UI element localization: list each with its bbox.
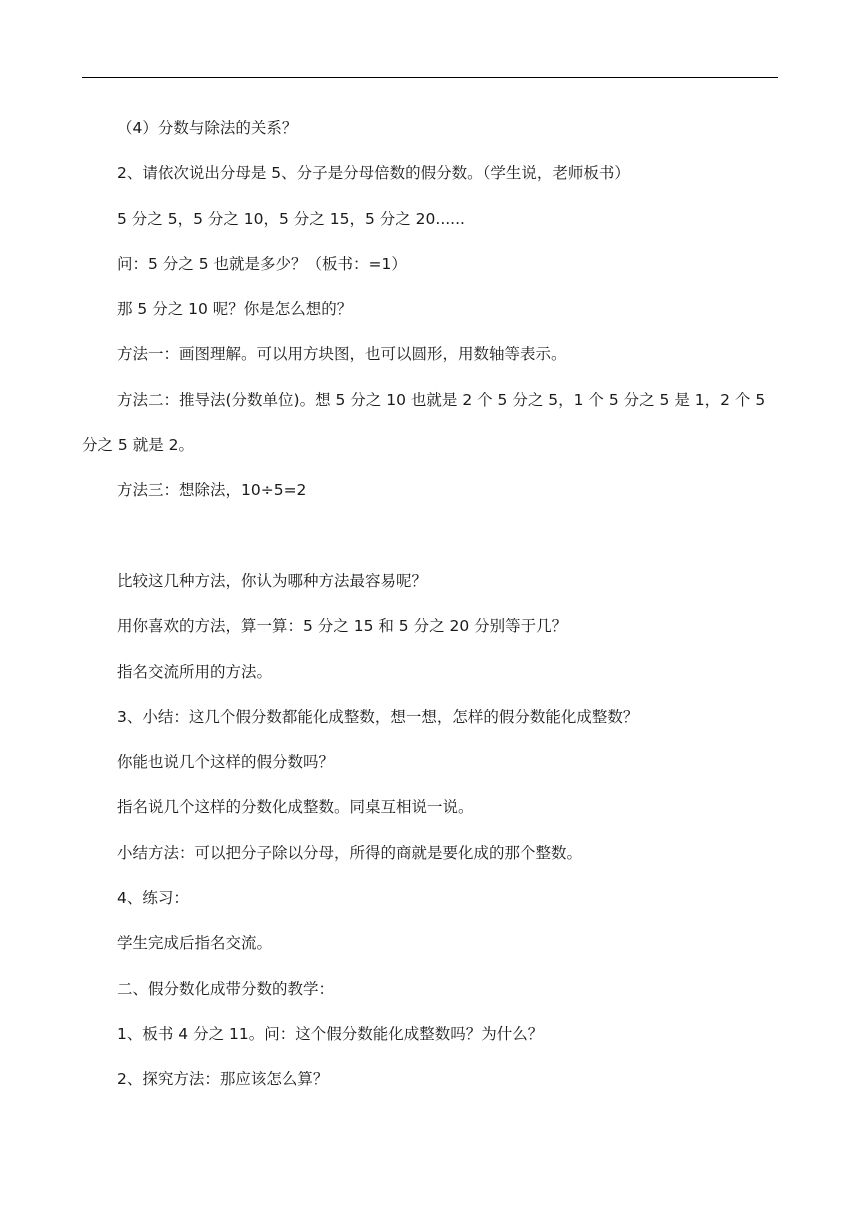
paragraph: 4、练习： [117,889,189,908]
paragraph: 方法二：推导法(分数单位)。想 5 分之 10 也就是 2 个 5 分之 5，1 个 5 分之 5 是 1，2 个 5 分之 5 就是 2。 [82,390,766,455]
paragraph: 二、假分数化成带分数的教学： [117,979,335,998]
paragraph: 5 分之 5，5 分之 10，5 分之 15，5 分之 20...... [117,209,465,228]
paragraph: 问：5 分之 5 也就是多少？（板书：=1） [117,254,407,273]
paragraph: 2、探究方法：那应该怎么算？ [117,1070,329,1089]
paragraph: 那 5 分之 10 呢？你是怎么想的？ [117,300,353,319]
paragraph: 3、小结：这几个假分数都能化成整数，想一想，怎样的假分数能化成整数？ [117,707,639,726]
paragraph: 指名交流所用的方法。 [117,662,273,681]
paragraph: 方法三：想除法，10÷5=2 [117,481,307,500]
header-rule [82,77,778,78]
paragraph: 学生完成后指名交流。 [117,934,273,953]
paragraph: 小结方法：可以把分子除以分母，所得的商就是要化成的那个整数。 [117,843,583,862]
paragraph: 2、请依次说出分母是 5、分子是分母倍数的假分数。（学生说，老师板书） [117,164,630,183]
document-body [82,106,778,1103]
paragraph: 用你喜欢的方法，算一算：5 分之 15 和 5 分之 20 分别等于几？ [117,617,568,636]
paragraph: 1、板书 4 分之 11。问：这个假分数能化成整数吗？为什么？ [117,1024,544,1043]
paragraph: 方法一：画图理解。可以用方块图，也可以圆形，用数轴等表示。 [117,345,567,364]
blank-line [82,514,778,559]
paragraph: （4）分数与除法的关系？ [117,119,298,137]
paragraph: 你能也说几个这样的假分数吗？ [117,753,335,772]
paragraph: 指名说几个这样的分数化成整数。同桌互相说一说。 [117,798,474,817]
paragraph: 比较这几种方法，你认为哪种方法最容易呢？ [117,571,428,590]
